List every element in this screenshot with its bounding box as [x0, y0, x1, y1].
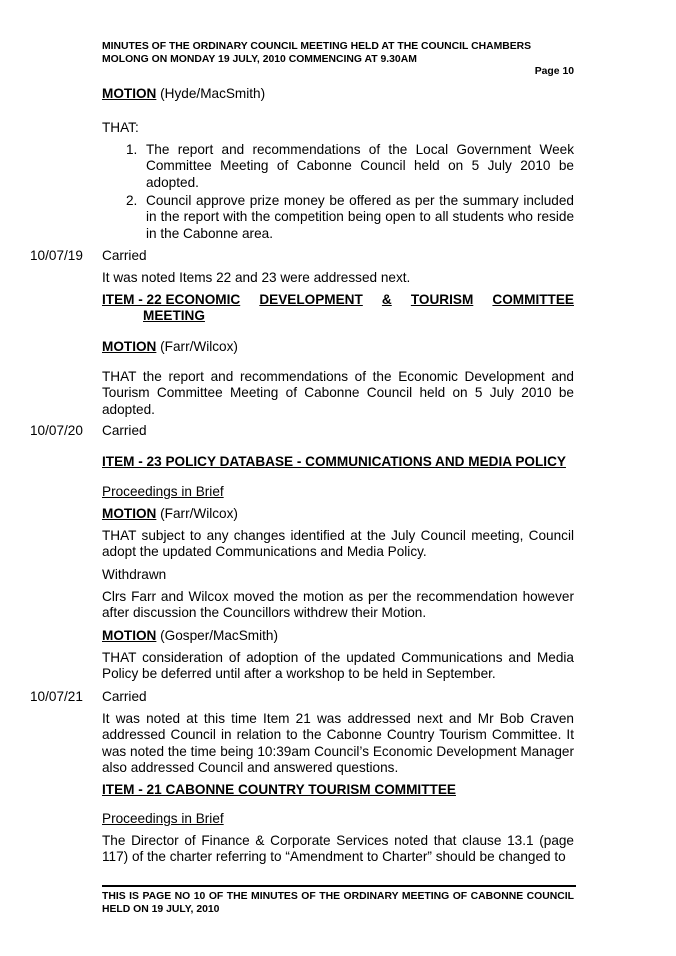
item21-proceedings: Proceedings in Brief: [102, 811, 224, 826]
header-title: MINUTES OF THE ORDINARY COUNCIL MEETING HELD AT THE COUNCIL CHAMBERS MOLONG ON MONDAY 19 JULY, 2010 COMMENCING AT 9.30AM: [102, 41, 532, 65]
motion1-that: THAT:: [102, 120, 139, 135]
motion1-item-2: [126, 193, 574, 242]
page-number: Page 10: [534, 66, 574, 77]
heading-word: TOURISM: [410, 292, 474, 307]
heading-word: &: [381, 292, 392, 307]
item23-note: It was noted at this time Item 21 was addressed next and Mr Bob Craven addressed Council in relation to the Cabonne Country Tourism Committee. It was noted the time being 10:39am Council’s Economic Development Manager also addressed Council and answered questions.: [102, 711, 574, 775]
footer-divider: [102, 885, 576, 887]
list-number: 2.: [126, 193, 138, 208]
resolution-result: Carried: [102, 248, 147, 263]
item23-proceedings: Proceedings in Brief: [102, 484, 224, 499]
heading-word: ITEM - 22 ECONOMIC: [102, 292, 241, 307]
item23-motion2-text: THAT consideration of adoption of the updated Communications and Media Policy be deferred until after a workshop to be held in September.: [102, 650, 574, 682]
resolution-result: Carried: [102, 689, 147, 704]
motion-movers: (Farr/Wilcox): [156, 339, 238, 354]
item23-motion-text: THAT subject to any changes identified at the July Council meeting, Council adopt the updated Communications and Media Policy.: [102, 528, 574, 560]
resolution-number: 10/07/21: [30, 689, 83, 704]
motion1-note: It was noted Items 22 and 23 were addressed next.: [102, 270, 411, 285]
item21-heading: ITEM - 21 CABONNE COUNTRY TOURISM COMMITTEE: [102, 782, 456, 797]
item22-motion-heading: [102, 339, 574, 355]
resolution-number: 10/07/19: [30, 248, 83, 263]
resolution-result: Carried: [102, 423, 147, 438]
resolution-number: 10/07/20: [30, 423, 83, 438]
motion-movers: (Gosper/MacSmith): [156, 628, 278, 643]
motion-label: MOTION: [102, 339, 157, 354]
item23-motion2-heading: [102, 628, 574, 644]
motion-label: MOTION: [102, 628, 157, 643]
motion1-movers: (Hyde/MacSmith): [156, 86, 266, 101]
item22-motion-text: THAT the report and recommendations of the Economic Development and Tourism Committee Meeting of Cabonne Council held on 5 July 2010 be adopted.: [102, 369, 574, 417]
heading-word: DEVELOPMENT: [259, 292, 363, 307]
item23-withdrawn-text: Clrs Farr and Wilcox moved the motion as per the recommendation however after discussion the Councillors withdrew their Motion.: [102, 589, 574, 621]
item23-heading: ITEM - 23 POLICY DATABASE - COMMUNICATIONS AND MEDIA POLICY: [102, 454, 566, 469]
heading-line2: MEETING: [143, 308, 205, 324]
list-text: Council approve prize money be offered as per the summary included in the report with the competition being open to all students who reside in the Cabonne area.: [146, 193, 574, 241]
item23-withdrawn: Withdrawn: [102, 567, 167, 582]
motion1-heading: [102, 86, 574, 102]
list-number: 1.: [126, 142, 138, 157]
motion-movers: (Farr/Wilcox): [156, 506, 238, 521]
motion1-label: MOTION: [102, 86, 157, 101]
item23-motion-heading: [102, 506, 574, 522]
motion1-item-1: [126, 142, 574, 191]
heading-word: COMMITTEE: [492, 292, 574, 307]
item22-heading: [102, 292, 574, 325]
item21-text: The Director of Finance & Corporate Services noted that clause 13.1 (page 117) of the charter referring to “Amendment to Charter” should be changed to: [102, 833, 574, 865]
motion-label: MOTION: [102, 506, 157, 521]
list-text: The report and recommendations of the Local Government Week Committee Meeting of Cabonne Council held on 5 July 2010 be adopted.: [146, 142, 574, 190]
footer-text: THIS IS PAGE NO 10 OF THE MINUTES OF THE ORDINARY MEETING OF CABONNE COUNCIL HELD ON 19 JULY, 2010: [102, 891, 574, 915]
